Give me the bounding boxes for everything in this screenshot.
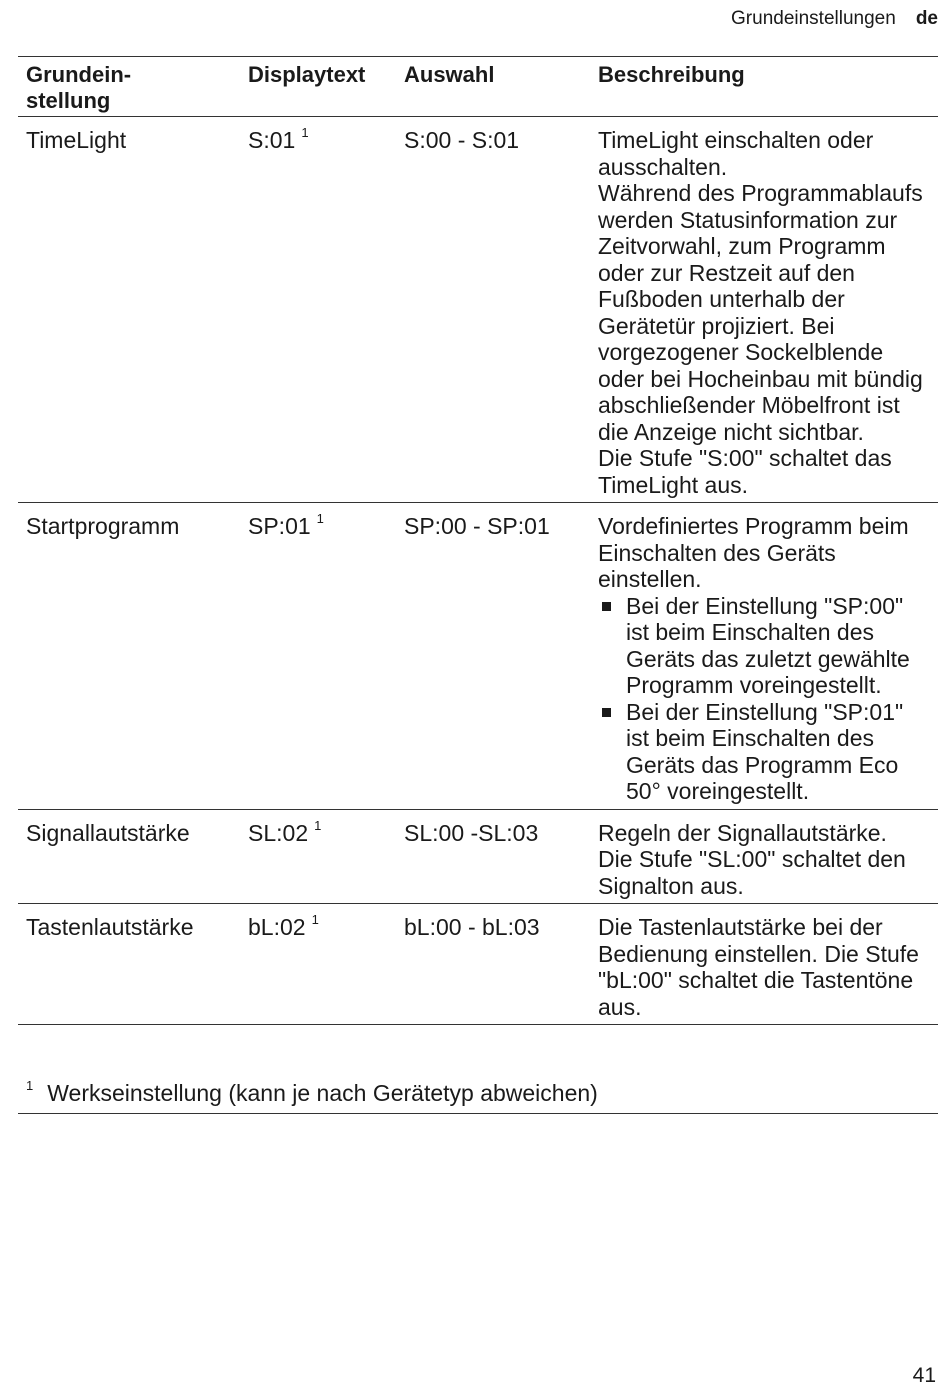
language-code: de	[915, 8, 938, 29]
column-header-setting: Grundein- stellung	[18, 58, 240, 117]
table-row	[18, 503, 938, 810]
description-text: Regeln der Signallautstärke.	[598, 819, 887, 846]
setting-name: Tastenlautstärke	[18, 904, 240, 1025]
footnote-mark: 1	[311, 912, 319, 928]
footnote-mark: 1	[314, 817, 322, 833]
column-header-selection: Auswahl	[396, 58, 590, 117]
table-row	[18, 117, 938, 503]
description	[590, 503, 938, 810]
list-item: Bei der Einstellung "SP:01" ist beim Einschalten des Geräts das Programm Eco 50° voreingestellt.	[598, 699, 930, 805]
column-header-displaytext: Displaytext	[240, 58, 396, 117]
description-text: TimeLight einschalten oder ausschalten.	[598, 127, 874, 180]
footnote-mark: 1	[316, 511, 324, 527]
description-text: Vordefiniertes Programm beim Einschalten des Geräts einstellen.	[598, 513, 909, 592]
setting-name: Startprogramm	[18, 503, 240, 810]
list-item: Bei der Einstellung "SP:00" ist beim Einschalten des Geräts das zuletzt gewählte Programm voreingestellt.	[598, 593, 930, 699]
setting-name: Signallautstärke	[18, 809, 240, 904]
footnote-mark: 1	[26, 1078, 34, 1094]
description	[590, 809, 938, 904]
description-text: Während des Programmablaufs werden Statusinformation zur Zeitvorwahl, zum Programm oder zur Restzeit auf den Fußboden unterhalb der Gerätetür projiziert. Bei vorgezogener Sockelblende oder bei Hocheinbau mit bündig abschließender Möbelfront ist die Anzeige nicht sichtbar.	[598, 180, 923, 445]
selection-range: bL:00 - bL:03	[396, 904, 590, 1025]
settings-table	[18, 58, 938, 1025]
table-header-row	[18, 58, 938, 117]
column-header-description: Beschreibung	[590, 58, 938, 117]
page-number: 41	[912, 1364, 936, 1387]
description-text: Die Stufe "SL:00" schaltet den Signalton aus.	[598, 846, 906, 899]
description-bullet-list	[598, 593, 930, 805]
display-text: S:01 $^1$	[240, 117, 396, 503]
header-divider	[18, 56, 938, 57]
table-row	[18, 809, 938, 904]
selection-range: SL:00 -SL:03	[396, 809, 590, 904]
display-text: SL:02 $^1$	[240, 809, 396, 904]
selection-range: S:00 - S:01	[396, 117, 590, 503]
footnote-text: Werkseinstellung (kann je nach Gerätetyp abweichen)	[47, 1080, 598, 1106]
description	[590, 117, 938, 503]
selection-range: SP:00 - SP:01	[396, 503, 590, 810]
square-bullet-icon	[602, 602, 611, 611]
display-text: SP:01 $^1$	[240, 503, 396, 810]
running-header	[731, 8, 938, 30]
description-text: Die Stufe "S:00" schaltet das TimeLight aus.	[598, 445, 892, 498]
table-footnote	[18, 1078, 938, 1114]
display-text: bL:02 $^1$	[240, 904, 396, 1025]
section-title: Grundeinstellungen	[731, 8, 896, 29]
setting-name: TimeLight	[18, 117, 240, 503]
description	[590, 904, 938, 1025]
footnote-mark: 1	[301, 125, 309, 141]
description-text: Die Tastenlautstärke bei der Bedienung einstellen. Die Stufe "bL:00" schaltet die Tastentöne aus.	[598, 914, 919, 1020]
square-bullet-icon	[602, 708, 611, 717]
table-row	[18, 904, 938, 1025]
